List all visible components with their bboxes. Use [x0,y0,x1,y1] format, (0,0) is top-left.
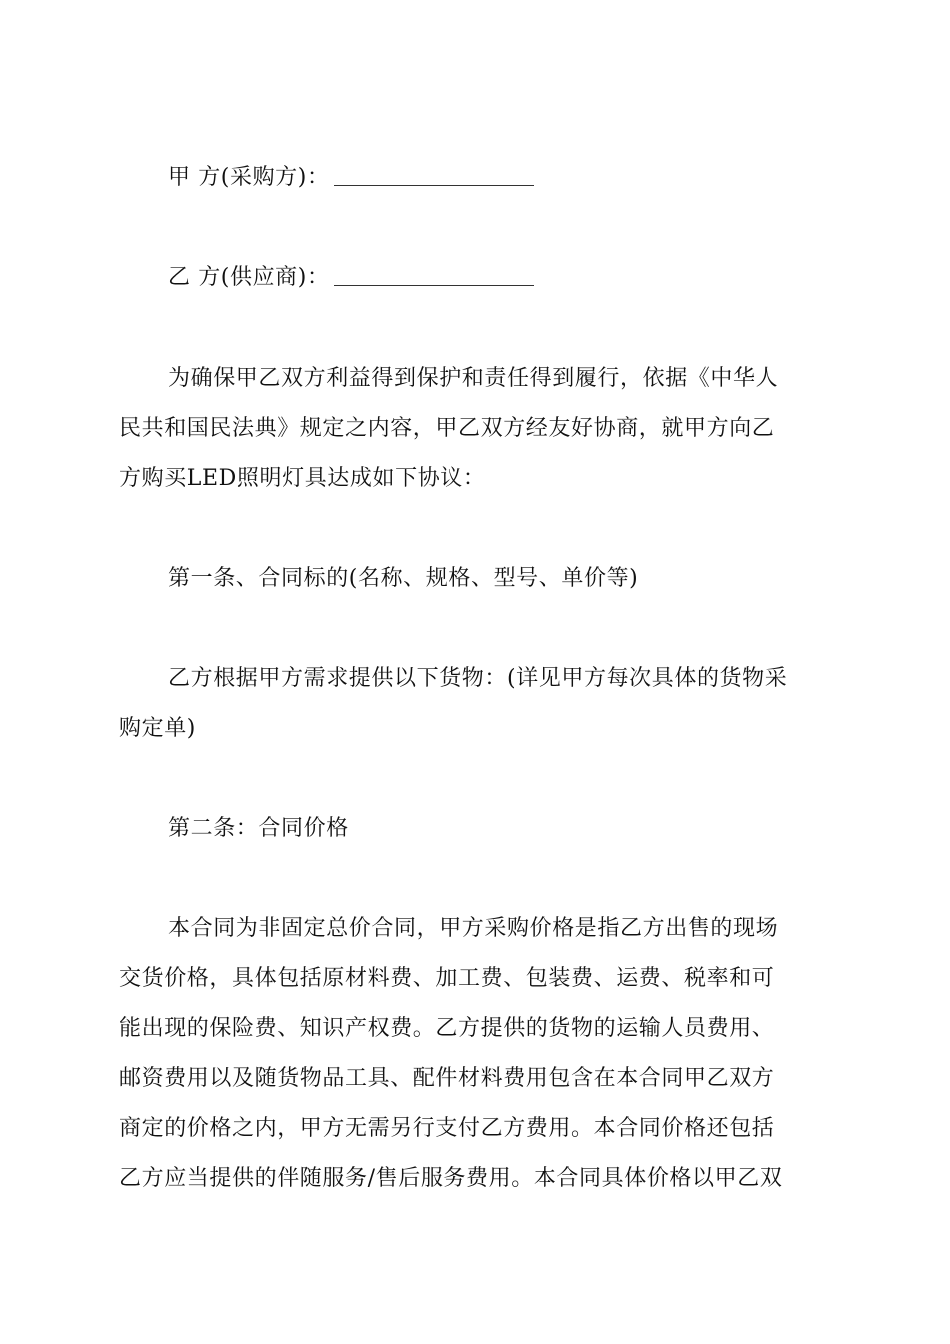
party-a-label: 甲 方(采购方)： [168,165,330,190]
article1-line-1: 乙方根据甲方需求提供以下货物：(详见甲方每次具体的货物采 [168,666,788,691]
article1-line-2: 购定单) [119,716,196,741]
party-b-line [168,265,888,291]
article1-heading: 第一条、合同标的(名称、规格、型号、单价等) [168,566,639,591]
article2-line-5: 商定的价格之内，甲方无需另行支付乙方费用。本合同价格还包括 [119,1116,775,1141]
preamble-line-1: 为确保甲乙双方利益得到保护和责任得到履行，依据《中华人 [168,366,779,391]
article2-line-4: 邮资费用以及随货物品工具、配件材料费用包含在本合同甲乙双方 [119,1066,775,1091]
party-a-line [168,165,888,191]
party-a-blank[interactable] [334,184,534,186]
party-b-label: 乙 方(供应商)： [168,265,330,290]
article2-line-2: 交货价格，具体包括原材料费、加工费、包装费、运费、税率和可 [119,966,775,991]
article2-line-6: 乙方应当提供的伴随服务/售后服务费用。本合同具体价格以甲乙双 [119,1166,783,1191]
party-b-blank[interactable] [334,284,534,286]
preamble-line-2: 民共和国民法典》规定之内容，甲乙双方经友好协商，就甲方向乙 [119,416,775,441]
article2-line-1: 本合同为非固定总价合同，甲方采购价格是指乙方出售的现场 [168,916,779,941]
article2-line-3: 能出现的保险费、知识产权费。乙方提供的货物的运输人员费用、 [119,1016,775,1041]
preamble-line-3: 方购买LED照明灯具达成如下协议： [119,466,486,491]
article2-heading: 第二条：合同价格 [168,816,349,841]
